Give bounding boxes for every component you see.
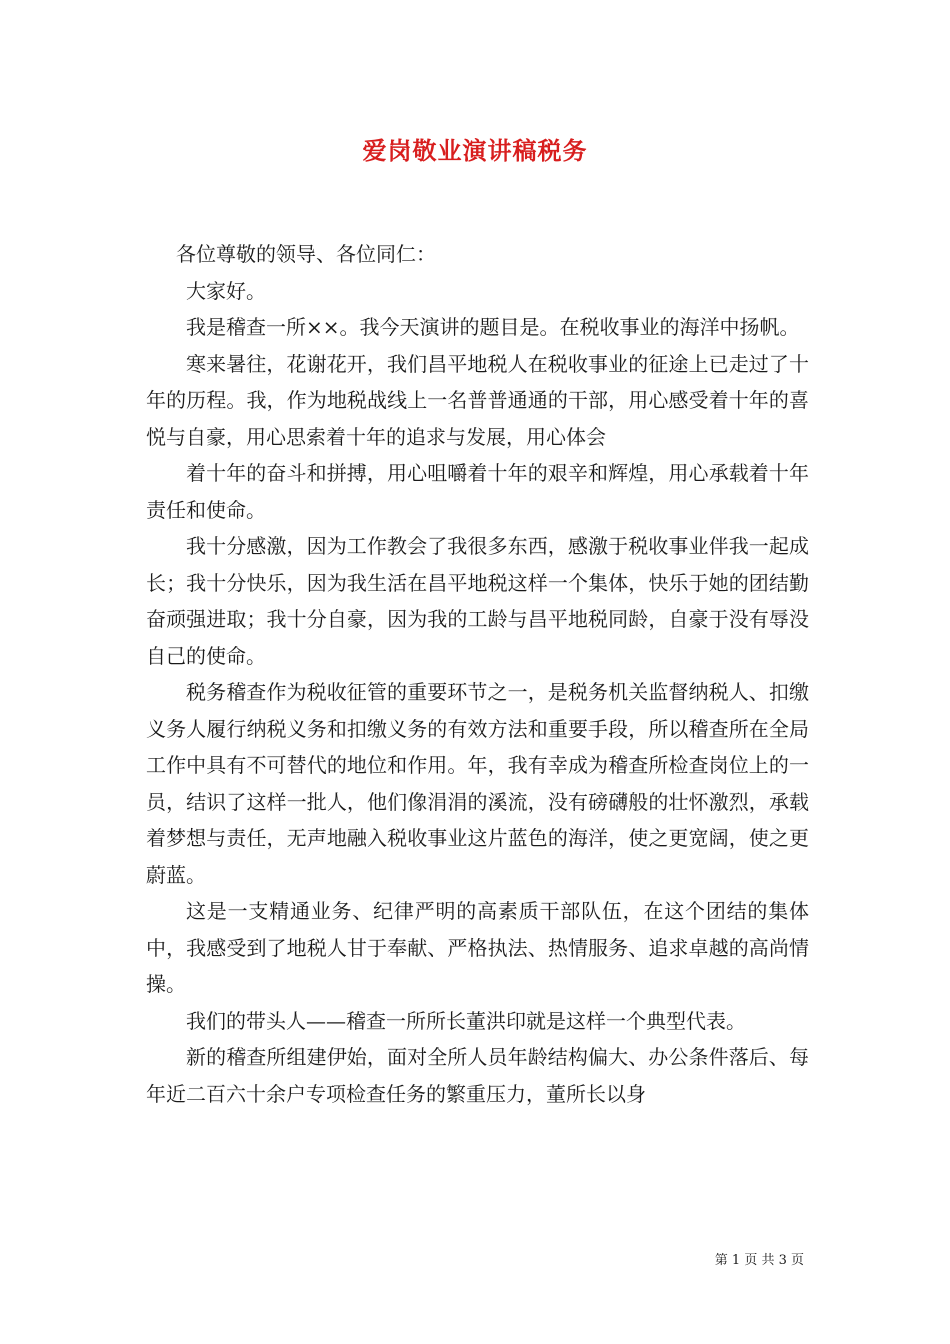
paragraph: 新的稽查所组建伊始，面对全所人员年龄结构偏大、办公条件落后、每年近二百六十余户专项检查任务的繁重压力，董所长以身	[146, 1045, 809, 1106]
salutation: 各位尊敬的领导、各位同仁：	[176, 242, 436, 266]
paragraph: 寒来暑往，花谢花开，我们昌平地税人在税收事业的征途上已走过了十年的历程。我，作为地税战线上一名普普通通的干部，用心感受着十年的喜悦与自豪，用心思索着十年的追求与发展，用心体会	[146, 351, 809, 449]
document-body	[146, 236, 809, 1112]
paragraph: 我是稽查一所××。我今天演讲的题目是。在税收事业的海洋中扬帆。	[186, 315, 800, 339]
paragraph: 着十年的奋斗和拼搏，用心咀嚼着十年的艰辛和辉煌，用心承载着十年责任和使命。	[146, 461, 809, 522]
paragraph: 我们的带头人——稽查一所所长董洪印就是这样一个典型代表。	[186, 1008, 746, 1033]
paragraph: 税务稽查作为税收征管的重要环节之一，是税务机关监督纳税人、扣缴义务人履行纳税义务和扣缴义务的有效方法和重要手段，所以稽查所在全局工作中具有不可替代的地位和作用。年，我有幸成为稽查所检查岗位上的一员，结识了这样一批人，他们像涓涓的溪流，没有磅礴般的壮怀激烈，承载着梦想与责任，无声地融入税收事业这片蓝色的海洋，使之更宽阔，使之更蔚蓝。	[146, 680, 809, 887]
paragraph: 大家好。	[186, 278, 266, 303]
document-title: 爱岗敬业演讲稿税务	[362, 136, 588, 165]
page-number: 第 1 页 共 3 页	[714, 1253, 804, 1268]
paragraph: 我十分感激，因为工作教会了我很多东西，感激于税收事业伴我一起成长；我十分快乐，因为我生活在昌平地税这样一个集体，快乐于她的团结勤奋顽强进取；我十分自豪，因为我的工龄与昌平地税同龄，自豪于没有辱没自己的使命。	[146, 534, 809, 668]
paragraph: 这是一支精通业务、纪律严明的高素质干部队伍，在这个团结的集体中，我感受到了地税人甘于奉献、严格执法、热情服务、追求卓越的高尚情操。	[146, 899, 809, 996]
